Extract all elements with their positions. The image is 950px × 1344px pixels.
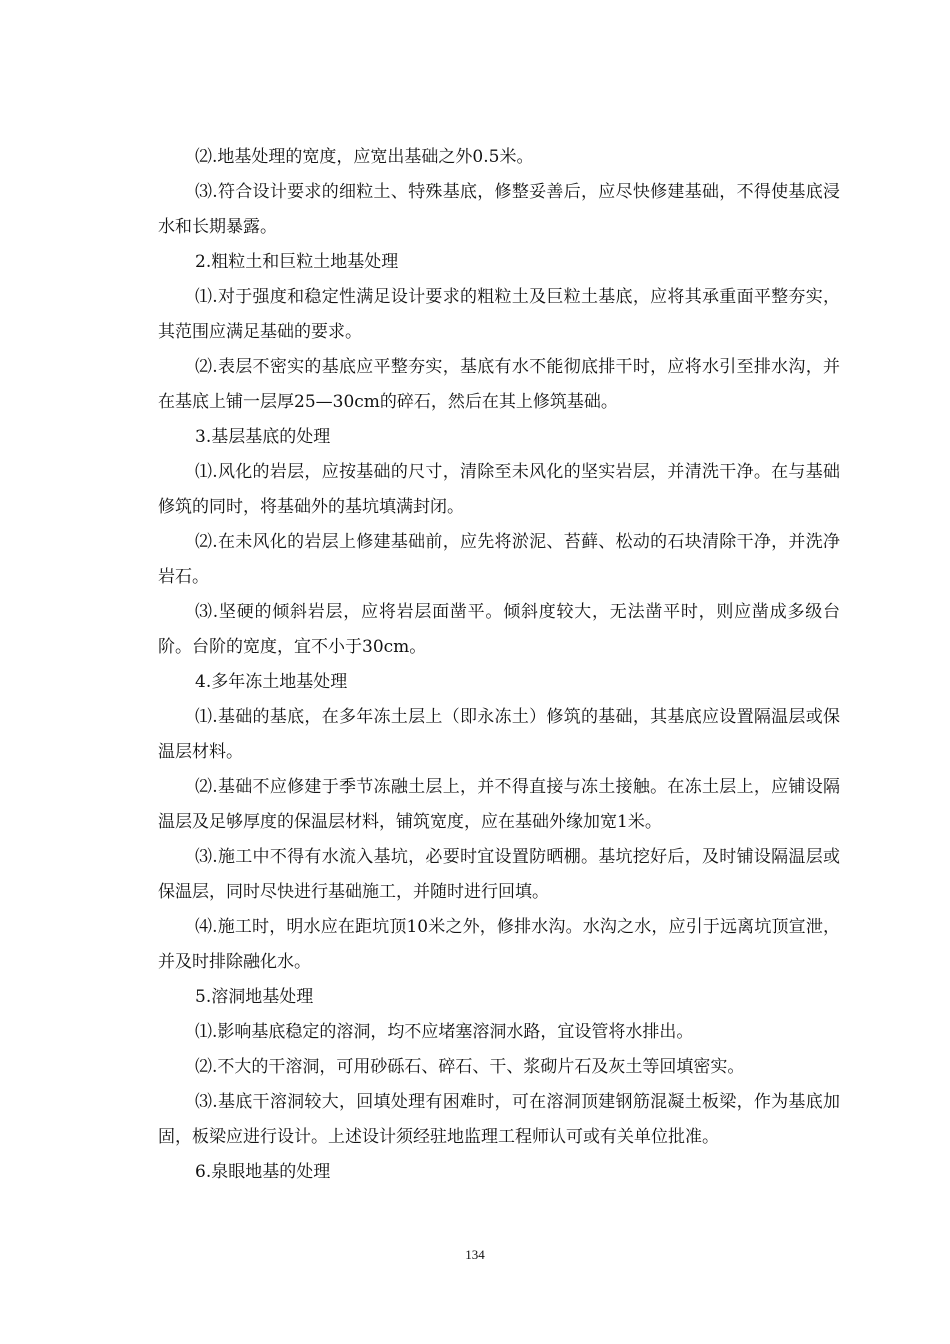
section-heading: 4.多年冻土地基处理 — [195, 672, 348, 692]
paragraph: ⑶.基底干溶洞较大，回填处理有困难时，可在溶洞顶建钢筋混凝土板梁，作为基底加固，板梁应进行设计。上述设计须经驻地监理工程师认可或有关单位批准。 — [158, 1092, 840, 1147]
paragraph: ⑴.影响基底稳定的溶洞，均不应堵塞溶洞水路，宜设管将水排出。 — [195, 1022, 694, 1042]
paragraph: ⑵.不大的干溶洞，可用砂砾石、碎石、干、浆砌片石及灰土等回填密实。 — [195, 1057, 745, 1077]
paragraph: ⑷.施工时，明水应在距坑顶10米之外，修排水沟。水沟之水，应引于远离坑顶宣泄，并及时排除融化水。 — [158, 917, 840, 972]
paragraph: ⑵.在未风化的岩层上修建基础前，应先将淤泥、苔藓、松动的石块清除干净，并洗净岩石。 — [158, 532, 840, 587]
paragraph: ⑶.施工中不得有水流入基坑，必要时宜设置防晒棚。基坑挖好后，及时铺设隔温层或保温层，同时尽快进行基础施工，并随时进行回填。 — [158, 847, 840, 902]
paragraph: ⑵.表层不密实的基底应平整夯实，基底有水不能彻底排干时，应将水引至排水沟，并在基底上铺一层厚25—30cm的碎石，然后在其上修筑基础。 — [158, 357, 840, 412]
paragraph: ⑵.基础不应修建于季节冻融土层上，并不得直接与冻土接触。在冻土层上，应铺设隔温层及足够厚度的保温层材料，铺筑宽度，应在基础外缘加宽1米。 — [158, 777, 840, 832]
section-heading: 3.基层基底的处理 — [195, 427, 331, 447]
body-text — [158, 140, 840, 1190]
paragraph: ⑶.符合设计要求的细粒土、特殊基底，修整妥善后，应尽快修建基础，不得使基底浸水和长期暴露。 — [158, 182, 840, 237]
page-number: 134 — [465, 1247, 485, 1262]
section-heading: 6.泉眼地基的处理 — [195, 1162, 331, 1182]
paragraph: ⑶.坚硬的倾斜岩层，应将岩层面凿平。倾斜度较大，无法凿平时，则应凿成多级台阶。台阶的宽度，宜不小于30cm。 — [158, 602, 840, 657]
paragraph: ⑴.对于强度和稳定性满足设计要求的粗粒土及巨粒土基底，应将其承重面平整夯实，其范围应满足基础的要求。 — [158, 287, 840, 342]
paragraph: ⑵.地基处理的宽度，应宽出基础之外0.5米。 — [195, 147, 534, 167]
section-heading: 5.溶洞地基处理 — [195, 987, 314, 1007]
section-heading: 2.粗粒土和巨粒土地基处理 — [195, 252, 399, 272]
paragraph: ⑴.风化的岩层，应按基础的尺寸，清除至未风化的坚实岩层，并清洗干净。在与基础修筑的同时，将基础外的基坑填满封闭。 — [158, 462, 840, 517]
paragraph: ⑴.基础的基底，在多年冻土层上（即永冻土）修筑的基础，其基底应设置隔温层或保温层材料。 — [158, 707, 840, 762]
